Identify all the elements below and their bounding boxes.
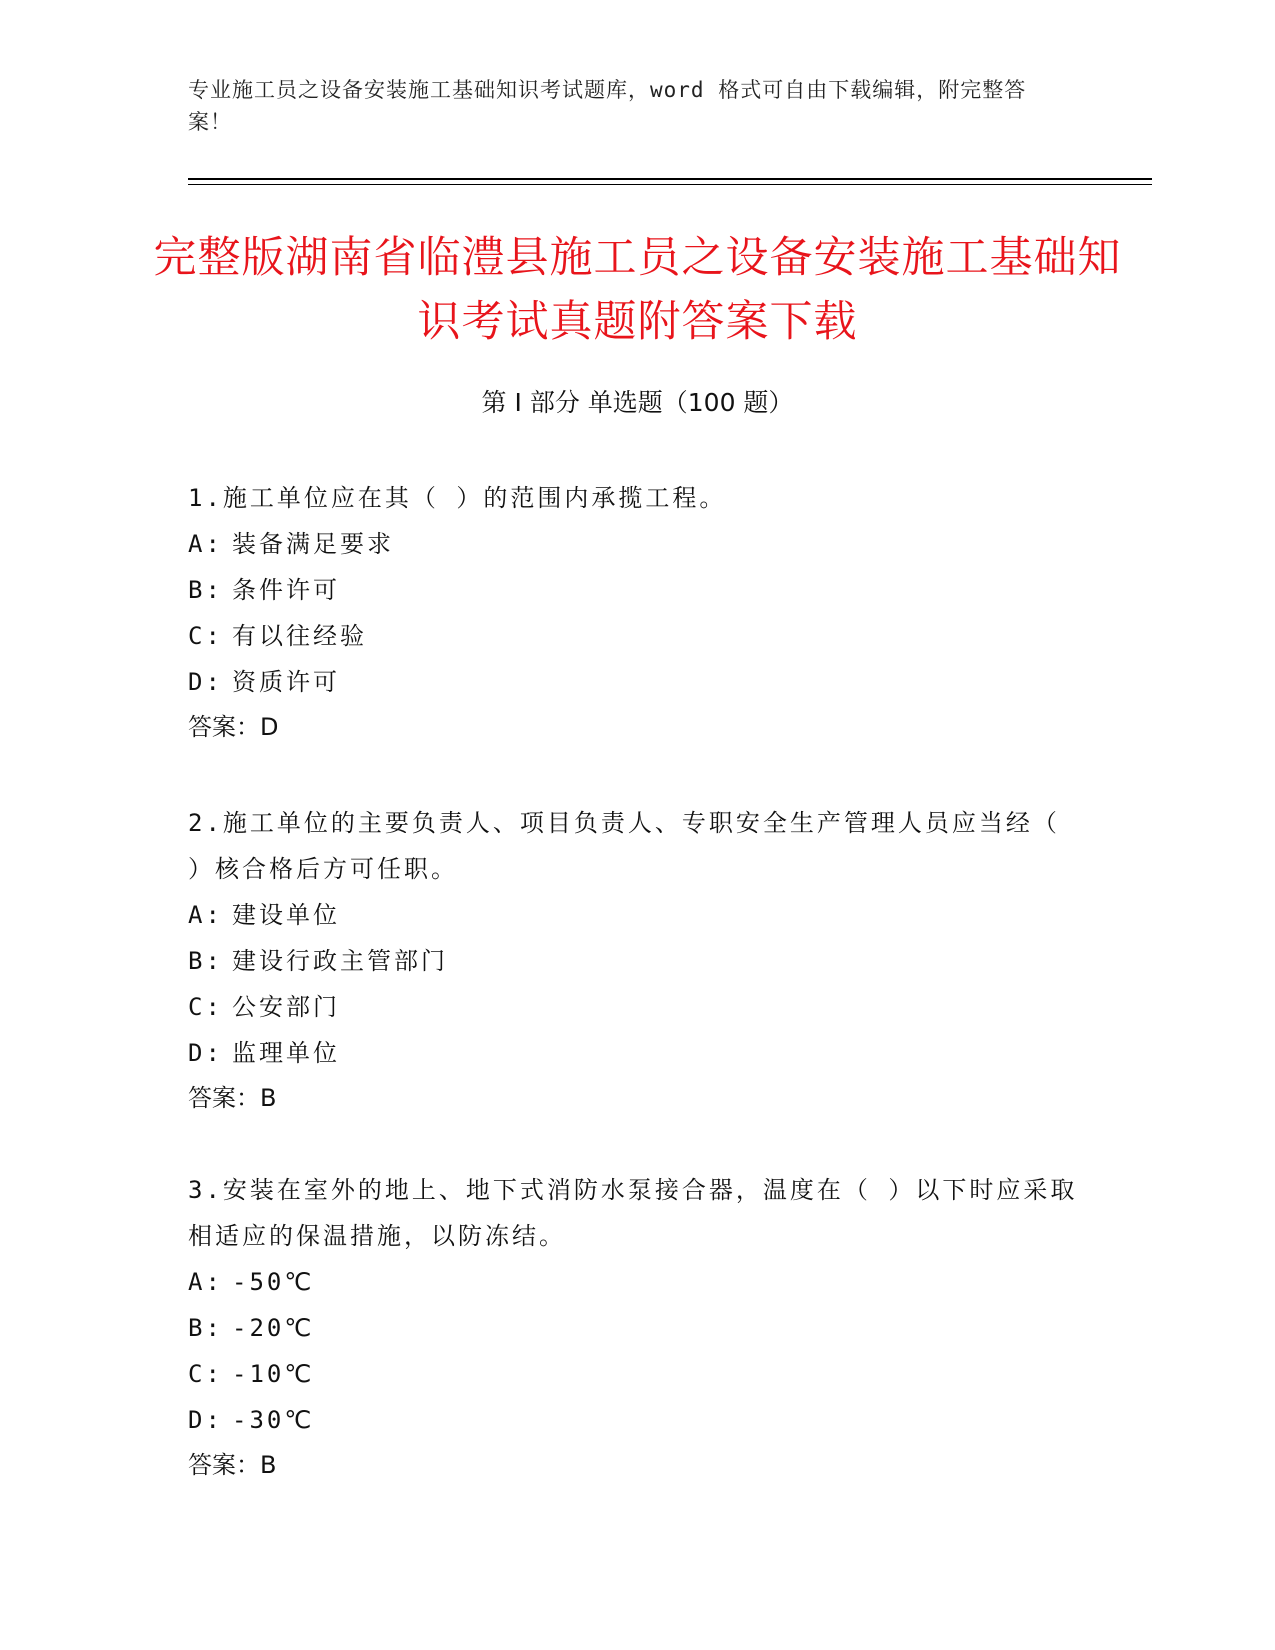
option-text: -50℃ xyxy=(232,1268,315,1296)
document-title: 完整版湖南省临澧县施工员之设备安装施工基础知识考试真题附答案下载 xyxy=(153,233,1122,347)
header-divider-thin xyxy=(188,184,1152,185)
option-d xyxy=(188,1397,1088,1443)
answer-line: 答案：B xyxy=(188,1084,277,1112)
option-text: 建设单位 xyxy=(232,901,340,929)
header-divider-thick xyxy=(188,178,1152,180)
option-key: B: xyxy=(188,947,223,975)
option-key: A: xyxy=(188,1268,223,1296)
option-b xyxy=(188,938,1088,984)
option-c xyxy=(188,613,1088,659)
question-stem: 1.施工单位应在其（ ）的范围内承揽工程。 xyxy=(188,484,727,512)
option-text: -10℃ xyxy=(232,1360,315,1388)
option-text: 有以往经验 xyxy=(232,622,367,650)
section-heading: 第 I 部分 单选题（100 题） xyxy=(481,388,794,417)
option-key: D: xyxy=(188,668,223,696)
option-key: C: xyxy=(188,1360,223,1388)
option-text: -30℃ xyxy=(232,1406,315,1434)
option-key: D: xyxy=(188,1039,223,1067)
option-key: A: xyxy=(188,901,223,929)
option-key: B: xyxy=(188,1314,223,1342)
option-text: 资质许可 xyxy=(232,668,340,696)
question-3 xyxy=(188,1167,1088,1487)
option-text: 公安部门 xyxy=(232,993,340,1021)
answer-line: 答案：D xyxy=(188,713,279,741)
option-b xyxy=(188,1305,1088,1351)
option-a xyxy=(188,521,1088,567)
option-a xyxy=(188,892,1088,938)
option-d xyxy=(188,659,1088,705)
option-b xyxy=(188,567,1088,613)
option-text: 条件许可 xyxy=(232,576,340,604)
question-1 xyxy=(188,475,1088,749)
answer-line: 答案：B xyxy=(188,1451,277,1479)
option-c xyxy=(188,984,1088,1030)
option-text: -20℃ xyxy=(232,1314,315,1342)
option-key: C: xyxy=(188,622,223,650)
option-key: B: xyxy=(188,576,223,604)
option-text: 监理单位 xyxy=(232,1039,340,1067)
option-key: C: xyxy=(188,993,223,1021)
option-text: 装备满足要求 xyxy=(232,530,394,558)
option-key: A: xyxy=(188,530,223,558)
question-stem: 2.施工单位的主要负责人、项目负责人、专职安全生产管理人员应当经（ ）核合格后方可任职。 xyxy=(188,809,1060,883)
question-stem: 3.安装在室外的地上、地下式消防水泵接合器，温度在（ ）以下时应采取相适应的保温措施，以防冻结。 xyxy=(188,1176,1078,1250)
option-c xyxy=(188,1351,1088,1397)
header-note: 专业施工员之设备安装施工基础知识考试题库，word 格式可自由下载编辑，附完整答案！ xyxy=(188,78,1027,134)
question-2 xyxy=(188,800,1088,1120)
option-key: D: xyxy=(188,1406,223,1434)
option-text: 建设行政主管部门 xyxy=(232,947,448,975)
option-d xyxy=(188,1030,1088,1076)
option-a xyxy=(188,1259,1088,1305)
